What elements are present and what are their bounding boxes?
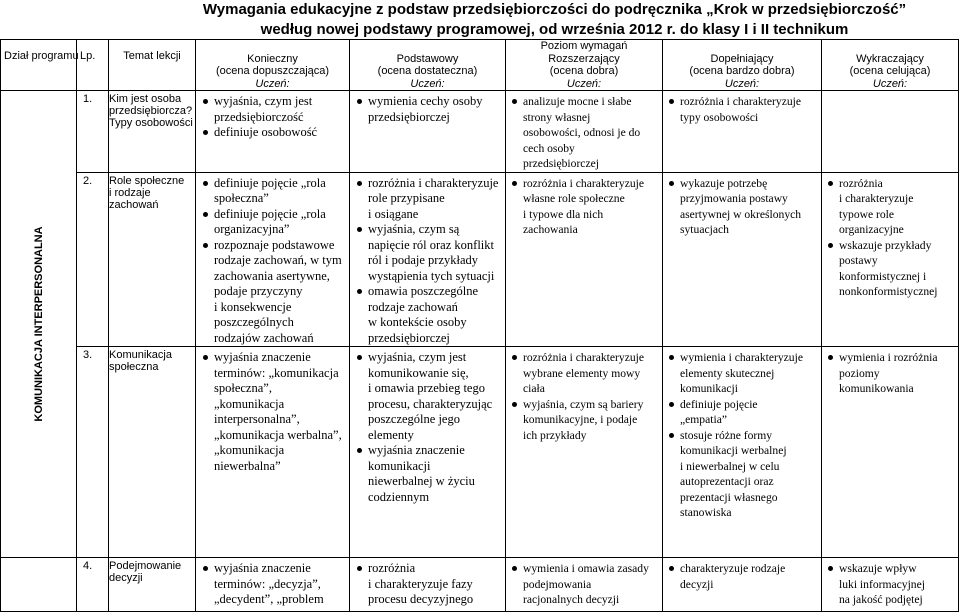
requirement-line: osobowości, odnosi je do bbox=[523, 126, 641, 139]
requirement-item bbox=[354, 350, 502, 443]
requirement-line: procesu, charakteryzując bbox=[368, 396, 493, 411]
requirement-line: luki informacyjnej bbox=[839, 577, 925, 591]
requirement-line: rodzaje zachowań bbox=[368, 299, 458, 314]
requirement-line: komunikacji bbox=[680, 382, 738, 395]
requirement-line: społeczna” bbox=[214, 191, 269, 205]
requirement-line: wymienia cechy osoby bbox=[368, 94, 483, 108]
requirement-line: komunikacji bbox=[368, 458, 431, 473]
requirement-line: racjonalnych decyzji bbox=[523, 593, 620, 606]
requirement-line: rozróżnia bbox=[839, 176, 883, 190]
requirement-line: i omawia przebieg tego bbox=[368, 381, 485, 395]
requirement-item bbox=[200, 350, 346, 474]
section-label: KOMUNIKACJA INTERPERSONALNA bbox=[32, 226, 45, 422]
requirement-item bbox=[825, 238, 956, 300]
header-level-rozszerzajacy bbox=[506, 40, 663, 91]
level-uczen: Uczeń: bbox=[255, 77, 290, 90]
topic-cell bbox=[109, 172, 196, 347]
requirement-line: rodzajów zachowań bbox=[214, 330, 314, 345]
requirement-cell-podstawowy bbox=[350, 347, 506, 558]
requirement-line: rozróżnia i charakteryzuje bbox=[523, 176, 645, 190]
requirement-item bbox=[354, 284, 502, 346]
requirement-line: procesu decyzyjnego bbox=[368, 592, 474, 606]
level-uczen: Uczeń: bbox=[566, 77, 602, 90]
header-row bbox=[1, 40, 959, 91]
topic-cell bbox=[109, 91, 196, 173]
requirement-line: asertywnej w określonych bbox=[680, 207, 802, 221]
title-line-2: według nowej podstawy programowej, od września 2012 r. do klasy I i II technikum bbox=[260, 21, 849, 38]
requirement-line: rozróżnia bbox=[368, 561, 416, 575]
requirement-line: codziennym bbox=[368, 489, 430, 504]
requirement-line: na jakość podjętej bbox=[839, 593, 923, 606]
requirement-line: wyjaśnia znaczenie bbox=[214, 561, 311, 575]
requirement-line: wskazuje wpływ bbox=[839, 562, 917, 575]
level-grade: (ocena bardzo dobra) bbox=[689, 65, 795, 77]
requirement-line: definiuje pojęcie „rola bbox=[214, 206, 326, 221]
requirement-line: wyjaśnia, czym są bariery bbox=[523, 397, 644, 411]
requirement-line: organizacyjna” bbox=[214, 222, 290, 236]
requirement-item bbox=[509, 561, 660, 608]
requirement-line: zachowania asertywne, bbox=[214, 268, 330, 283]
requirement-item bbox=[666, 428, 819, 521]
requirement-line: charakteryzuje rodzaje bbox=[680, 562, 786, 575]
requirement-item bbox=[825, 561, 956, 608]
requirement-line: poszczególnych bbox=[214, 315, 294, 329]
requirements-table bbox=[0, 39, 959, 612]
requirement-line: nonkonformistycznej bbox=[839, 285, 938, 298]
requirement-line: napięcie ról oraz konflikt bbox=[368, 237, 494, 252]
requirement-line: komunikacyjne, i podaje bbox=[523, 413, 638, 426]
requirement-line: „empatia” bbox=[680, 413, 727, 426]
table-row bbox=[1, 558, 959, 612]
requirement-line: wybrane elementy mowy bbox=[523, 366, 641, 380]
level-uczen: Uczeń: bbox=[724, 77, 760, 90]
requirement-cell-konieczny bbox=[196, 347, 350, 558]
level-grade: (ocena celująca) bbox=[849, 65, 931, 77]
requirement-cell-wykraczajacy bbox=[822, 91, 959, 173]
requirement-line: role przypisane bbox=[368, 191, 445, 205]
requirement-line: przyjmowania postawy bbox=[680, 192, 788, 205]
topic-line: Komunikacja bbox=[109, 349, 172, 361]
level-grade: (ocena dobra) bbox=[549, 65, 619, 77]
document-title bbox=[150, 0, 959, 40]
requirement-line: komunikowania bbox=[839, 382, 914, 395]
topic-line: Typy osobowości bbox=[109, 117, 193, 129]
requirement-line: wymienia i rozróżnia bbox=[839, 351, 938, 364]
requirement-line: analizuje mocne i słabe bbox=[523, 95, 632, 108]
lp-cell: 1. bbox=[77, 91, 109, 173]
requirement-item bbox=[825, 350, 956, 397]
requirement-item bbox=[666, 176, 819, 238]
requirement-cell-konieczny bbox=[196, 172, 350, 347]
header-level-konieczny bbox=[196, 40, 350, 91]
requirement-line: wyjaśnia znaczenie bbox=[368, 443, 465, 457]
requirement-cell-rozszerzajacy bbox=[506, 558, 663, 612]
requirement-cell-dopelniajacy bbox=[663, 172, 822, 347]
lp-cell: 4. bbox=[77, 558, 109, 612]
topic-line: Role społeczne bbox=[109, 174, 185, 187]
requirement-line: rozróżnia i charakteryzuje bbox=[523, 351, 645, 364]
requirement-item bbox=[200, 561, 346, 608]
requirement-cell-rozszerzajacy bbox=[506, 347, 663, 558]
requirement-cell-dopelniajacy bbox=[663, 347, 822, 558]
requirement-item bbox=[509, 94, 660, 172]
requirement-line: komunikowanie się, bbox=[368, 365, 469, 380]
requirement-line: i osiągane bbox=[368, 206, 419, 221]
requirement-item bbox=[354, 222, 502, 284]
lp-cell: 2. bbox=[77, 172, 109, 347]
requirement-line: i typowe dla nich bbox=[523, 207, 604, 221]
requirement-line: poszczególne jego bbox=[368, 412, 460, 426]
requirement-line: postawy bbox=[839, 254, 878, 267]
requirement-line: interpersonalna”, bbox=[214, 412, 300, 426]
requirement-item bbox=[666, 350, 819, 397]
level-name: Dopełniający bbox=[710, 52, 774, 65]
topic-line: decyzji bbox=[109, 572, 143, 584]
requirement-item bbox=[509, 397, 660, 444]
topic-line: i rodzaje bbox=[109, 186, 151, 199]
requirement-item bbox=[666, 397, 819, 428]
requirement-line: elementy bbox=[368, 427, 414, 442]
requirement-line: wyjaśnia znaczenie bbox=[214, 350, 311, 364]
title-line-1: Wymagania edukacyjne z podstaw przedsiębiorczości do podręcznika „Krok w przedsiębiorczość” bbox=[202, 1, 907, 18]
requirement-item bbox=[200, 207, 346, 238]
requirement-item bbox=[666, 94, 819, 125]
requirement-item bbox=[666, 561, 819, 592]
requirement-item bbox=[200, 176, 346, 207]
requirement-line: omawia poszczególne bbox=[368, 284, 479, 298]
level-uczen: Uczeń: bbox=[872, 77, 908, 90]
requirement-line: prezentacji własnego bbox=[680, 490, 778, 504]
requirement-line: wskazuje przykłady bbox=[839, 238, 932, 252]
header-dzial: Dział programu bbox=[1, 40, 77, 91]
level-grade: (ocena dostateczna) bbox=[377, 65, 478, 77]
requirement-line: terminów: „komunikacja bbox=[214, 365, 339, 380]
requirement-line: ich przykłady bbox=[523, 428, 587, 442]
requirement-line: strony własnej bbox=[523, 110, 591, 124]
level-name: Podstawowy bbox=[396, 52, 459, 65]
requirement-line: i charakteryzuje bbox=[839, 192, 914, 205]
requirement-line: społeczna”, bbox=[214, 381, 272, 395]
requirement-item bbox=[200, 125, 346, 141]
requirement-cell-dopelniajacy bbox=[663, 558, 822, 612]
requirement-line: zachowania bbox=[523, 223, 578, 236]
level-grade: (ocena dopuszczająca) bbox=[215, 65, 330, 77]
requirement-line: organizacyjne bbox=[839, 223, 904, 236]
requirement-line: terminów: „decyzja”, bbox=[214, 576, 321, 591]
requirement-line: „komunikacja bbox=[214, 443, 285, 457]
table-row bbox=[1, 91, 959, 173]
requirement-line: w kontekście osoby bbox=[368, 315, 467, 329]
requirement-item bbox=[354, 443, 502, 505]
requirement-line: sytuacjach bbox=[680, 223, 729, 236]
level-name: Rozszerzający bbox=[548, 52, 620, 65]
requirement-line: definiuje pojęcie „rola bbox=[214, 175, 326, 190]
requirement-line: poziomy bbox=[839, 366, 880, 380]
requirement-line: komunikacji werbalnej bbox=[680, 444, 787, 457]
requirement-item bbox=[200, 94, 346, 125]
requirement-cell-konieczny bbox=[196, 91, 350, 173]
requirement-cell-rozszerzajacy bbox=[506, 172, 663, 347]
requirement-line: podejmowania bbox=[523, 577, 592, 591]
requirement-line: ciała bbox=[523, 382, 545, 395]
requirement-line: ról i podaje przykłady bbox=[368, 253, 479, 267]
requirement-line: wyjaśnia, czym jest bbox=[368, 350, 467, 364]
requirement-line: stanowiska bbox=[680, 506, 732, 519]
requirement-item bbox=[825, 176, 956, 238]
requirement-line: przedsiębiorczość bbox=[214, 109, 304, 124]
requirement-line: niewerbalna” bbox=[214, 458, 281, 473]
requirement-line: i konsekwencje bbox=[214, 299, 292, 314]
requirement-cell-podstawowy bbox=[350, 558, 506, 612]
requirement-line: i charakteryzuje fazy bbox=[368, 576, 473, 591]
requirement-item bbox=[200, 238, 346, 347]
requirement-line: konformistycznej i bbox=[839, 269, 927, 283]
requirement-cell-dopelniajacy bbox=[663, 91, 822, 173]
topic-line: Kim jest osoba bbox=[109, 93, 182, 105]
header-level-wykraczajacy bbox=[822, 40, 959, 91]
requirement-line: „decydent”, „problem bbox=[214, 592, 324, 606]
requirement-line: „komunikacja werbalna”, bbox=[214, 427, 342, 442]
requirement-line: wykazuje potrzebę bbox=[680, 176, 768, 190]
lp-cell: 3. bbox=[77, 347, 109, 558]
requirement-line: wyjaśnia, czym jest bbox=[214, 94, 313, 108]
requirement-cell-podstawowy bbox=[350, 91, 506, 173]
requirement-line: i niewerbalnej w celu bbox=[680, 459, 780, 473]
requirement-line: wystąpienia tych sytuacji bbox=[368, 268, 495, 283]
requirement-line: przedsiębiorczej bbox=[368, 330, 450, 345]
header-lp: Lp. bbox=[77, 40, 109, 91]
requirement-line: przedsiębiorczej bbox=[368, 109, 450, 124]
topic-line: przedsiębiorcza? bbox=[109, 105, 193, 117]
requirement-item bbox=[354, 561, 502, 608]
header-level-dopelniajacy bbox=[663, 40, 822, 91]
requirement-line: niewerbalnej w życiu bbox=[368, 474, 475, 488]
level-uczen: Uczeń: bbox=[410, 77, 445, 90]
requirement-cell-wykraczajacy bbox=[822, 172, 959, 347]
topic-line: Podejmowanie bbox=[109, 560, 182, 572]
topic-cell bbox=[109, 347, 196, 558]
level-name: Wykraczający bbox=[856, 52, 924, 65]
requirement-line: rozpoznaje podstawowe bbox=[214, 237, 335, 252]
requirement-cell-wykraczajacy bbox=[822, 558, 959, 612]
requirement-line: stosuje różne formy bbox=[680, 428, 773, 442]
requirement-line: „komunikacja bbox=[214, 396, 285, 411]
topic-line: społeczna bbox=[109, 361, 159, 373]
requirement-line: decyzji bbox=[680, 577, 714, 591]
section-cell-empty bbox=[1, 558, 77, 612]
topic-cell bbox=[109, 558, 196, 612]
requirement-line: autoprezentacji oraz bbox=[680, 475, 774, 488]
requirement-line: cech osoby bbox=[523, 141, 575, 155]
topic-line: zachowań bbox=[109, 198, 159, 211]
requirement-line: podaje przyczyny bbox=[214, 284, 303, 298]
table-row bbox=[1, 172, 959, 347]
requirement-line: rodzaje zachowań, w tym bbox=[214, 253, 342, 267]
requirement-line: rozróżnia i charakteryzuje bbox=[368, 175, 499, 190]
section-cell bbox=[1, 91, 77, 558]
requirement-line: przedsiębiorczej bbox=[523, 157, 599, 170]
requirement-line: własne role społeczne bbox=[523, 192, 625, 205]
requirement-line: definiuje osobowość bbox=[214, 125, 318, 139]
requirement-item bbox=[354, 176, 502, 223]
requirement-item bbox=[354, 94, 502, 125]
requirement-item bbox=[509, 176, 660, 238]
requirement-line: wyjaśnia, czym są bbox=[368, 222, 460, 236]
requirement-cell-konieczny bbox=[196, 558, 350, 612]
requirement-line: wymienia i charakteryzuje bbox=[680, 351, 803, 364]
header-level-podstawowy bbox=[350, 40, 506, 91]
requirement-cell-rozszerzajacy bbox=[506, 91, 663, 173]
table-row bbox=[1, 347, 959, 558]
requirement-line: typy osobowości bbox=[680, 110, 759, 124]
requirement-line: typowe role bbox=[839, 207, 895, 221]
header-poziom: Poziom wymagań bbox=[540, 40, 628, 52]
level-name: Konieczny bbox=[247, 52, 298, 65]
header-temat: Temat lekcji bbox=[109, 40, 196, 91]
requirement-line: definiuje pojęcie bbox=[680, 397, 758, 411]
requirement-cell-podstawowy bbox=[350, 172, 506, 347]
requirement-line: rozróżnia i charakteryzuje bbox=[680, 95, 802, 108]
requirement-line: wymienia i omawia zasady bbox=[523, 562, 649, 575]
requirement-cell-wykraczajacy bbox=[822, 347, 959, 558]
requirement-line: elementy skutecznej bbox=[680, 366, 775, 380]
requirement-item bbox=[509, 350, 660, 397]
